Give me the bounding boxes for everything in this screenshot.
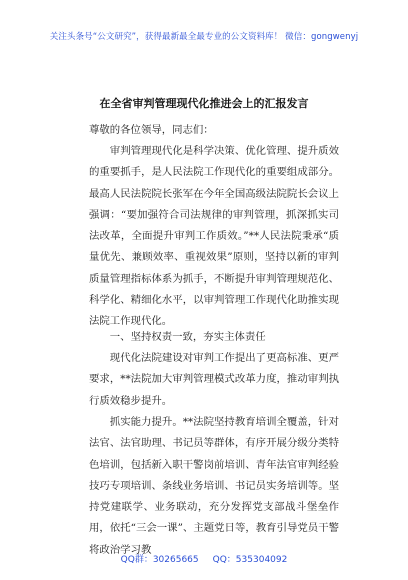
footer-qq: QQ：535304092 — [212, 555, 288, 565]
section-heading: 一、坚持权责一致，夯实主体责任 — [109, 331, 266, 343]
paragraph-intro: 审判管理现代化是科学决策、优化管理、提升质效的重要抓手，是人民法院工作现代化的重要组成部分。最高人民法院院长张军在今年全国高级法院院长会议上强调：“要加强符合司法规律的审判管理，抓深抓实司法改革，全面提升审判工作质效。”**人民法院秉承“质量优先、兼顾效率、重视效果”原则，坚持以新的审判质量管理指标体系为抓手，不断提升审判管理规范化、科学化、精细化水平，以审判管理工作现代化助推实现法院工作现代化。 — [89, 145, 339, 328]
document-title: 在全省审判管理现代化推进会上的汇报发言 — [99, 97, 309, 110]
salutation: 尊敬的各位领导，同志们： — [89, 124, 214, 136]
footer-qq-group: QQ群：30265665 — [120, 555, 199, 565]
paragraph-reform: 现代化法院建设对审判工作提出了更高标准、更严要求，**法院加大审判管理模式改革力度，推动审判执行质效稳步提升。 — [89, 352, 339, 407]
paragraph-capability: 抓实能力提升。**法院坚持教育培训全覆盖，针对法官、法官助理、书记员等群体，有序开展分级分类特色培训，包括新入职干警岗前培训、青年法官审判经验技巧专项培训、条线业务培训、书记员实务培训等。坚持党建联学、业务联动，充分发挥党支部战斗堡垒作用，依托“三会一课”、主题党日等，教育引导党员干警将政治学习教 — [89, 416, 339, 556]
footer-contact — [0, 552, 408, 565]
header-banner: 关注头条号“公文研究”，获得最新最全最专业的公文资料库！ 微信：gongwenyj — [49, 32, 359, 42]
